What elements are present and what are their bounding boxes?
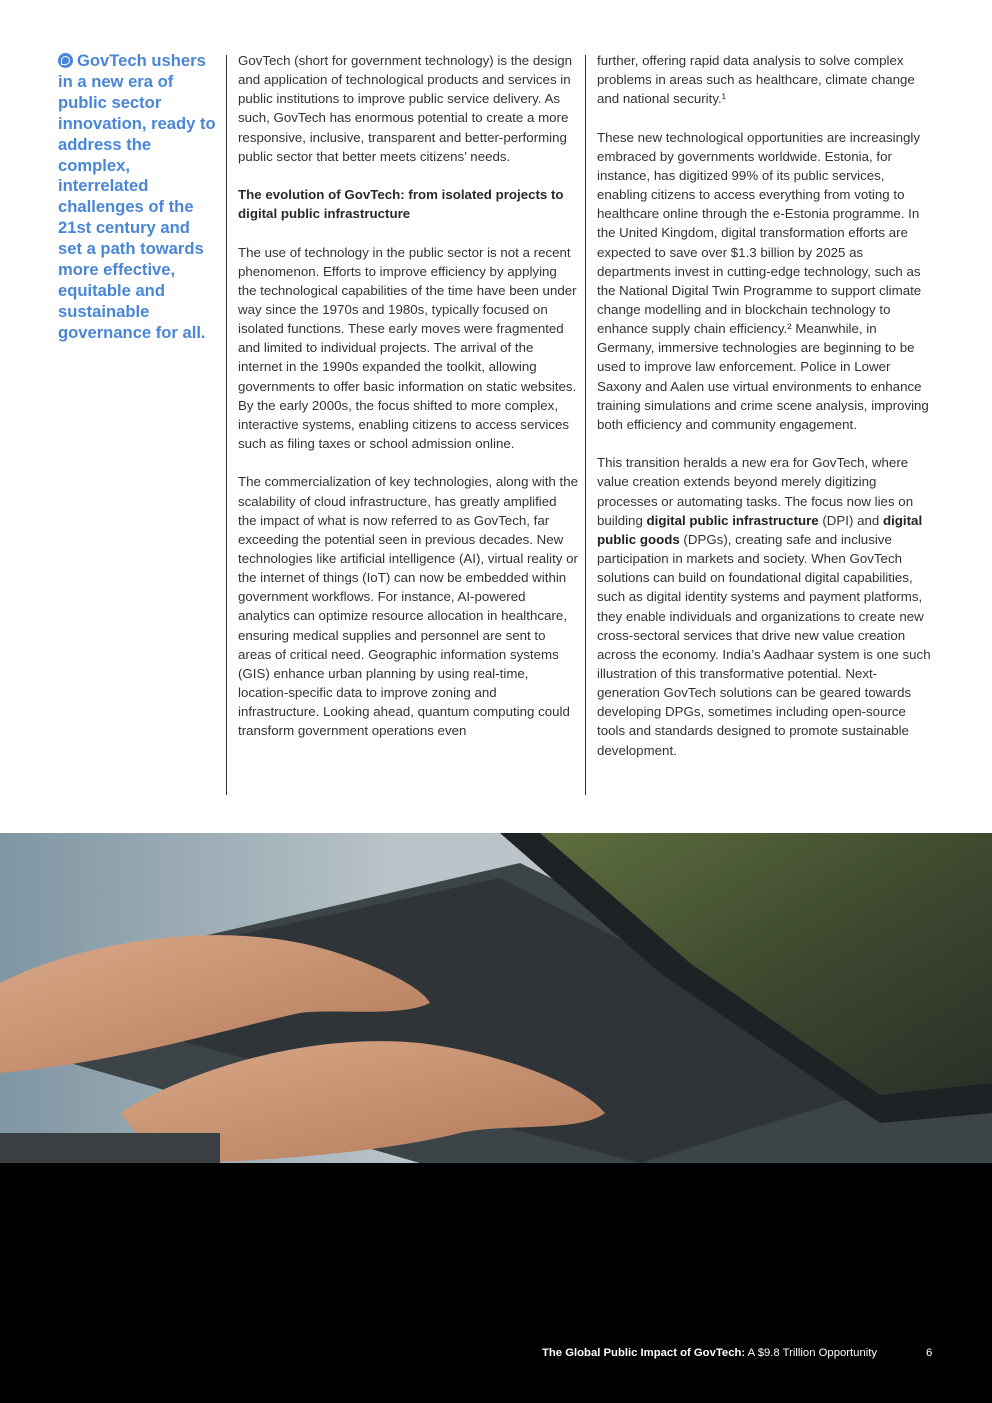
paragraph: The commercialization of key technologies, along with the scalability of cloud infrastructure, has greatly amplified the impact of what is now referred to as GovTech, far exceeding the potential seen in previous decades. New technologies like artificial intelligence (AI), virtual reality or the internet of things (IoT) can now be embedded within government workflows. For instance, AI-powered analytics can optimize resource allocation in healthcare, ensuring medical supplies and personnel are sent to areas of critical need. Geographic information systems (GIS) enhance urban planning by using real-time, location-specific data to improve zoning and infrastructure. Looking ahead, quantum computing could transform government operations even xyxy=(238,474,578,739)
paragraph: further, offering rapid data analysis to solve complex problems in areas such as healthcare, climate change and national security.¹ xyxy=(597,53,915,107)
pull-quote-text: GovTech ushers in a new era of public sector innovation, ready to address the complex, interrelated challenges of the 21st century and set a path towards more effective, equitable and sustainable governance for all. xyxy=(58,51,216,342)
text-column-left xyxy=(238,51,578,760)
column-divider xyxy=(585,55,586,795)
photo-illustration xyxy=(0,833,992,1163)
footer-title-bold: The Global Public Impact of GovTech: xyxy=(542,1347,746,1359)
pull-quote xyxy=(58,51,216,344)
quote-icon xyxy=(58,53,73,68)
paragraph xyxy=(597,453,937,760)
sleeve xyxy=(0,1133,220,1163)
bold-term-dpg: digital public goods xyxy=(597,512,923,547)
footer-band xyxy=(0,1163,992,1403)
bold-term-dpi: digital public infrastructure xyxy=(646,512,819,528)
running-footer xyxy=(542,1347,877,1359)
paragraph: The use of technology in the public sector is not a recent phenomenon. Efforts to improve efficiency by applying the technological capabilities of the time have been under way since the 1970s and 1980s, typically focused on isolated functions. These early moves were fragmented and limited to individual projects. The arrival of the internet in the 1990s expanded the toolkit, allowing governments to offer basic information on static websites. By the early 2000s, the focus shifted to more complex, interactive systems, enabling citizens to access services such as filing taxes or school admission online. xyxy=(238,244,577,452)
text-run: This transition heralds a new era for GovTech, where value creation extends beyond merely digitizing processes or automating tasks. The focus now lies on building xyxy=(597,455,914,528)
section-heading: The evolution of GovTech: from isolated projects to digital public infrastructure xyxy=(238,187,564,222)
column-divider xyxy=(226,55,227,795)
text-run: (DPI) and xyxy=(818,512,883,528)
paragraph: These new technological opportunities are increasingly embraced by governments worldwide. Estonia, for instance, has digitized 99% of its public services, enabling citizens to access everything from voting to healthcare online through the e-Estonia programme. In the United Kingdom, digital transformation efforts are expected to save over $1.3 billion by 2025 as departments invest in cutting-edge technology, such as the National Digital Twin Programme to support climate change modelling and in blockchain technology to enhance supply chain efficiency.² Meanwhile, in Germany, immersive technologies are beginning to be used to improve law enforcement. Police in Lower Saxony and Aalen use virtual environments to enhance training simulations and crime scene analysis, improving both efficiency and community engagement. xyxy=(597,129,929,432)
page-number: 6 xyxy=(926,1347,933,1359)
text-column-right xyxy=(597,51,937,779)
text-run: (DPGs), creating safe and inclusive participation in markets and society. When GovTech solutions can build on foundational digital capabilities, such as digital identity systems and payment platforms, they enable individuals and organizations to create new cross-sectoral services that drive new value creation across the economy. India’s Aadhaar system is one such illustration of this transformative potential. Next-generation GovTech solutions can be geared towards developing DPGs, sometimes including open-source tools and standards designed to promote sustainable development. xyxy=(597,531,931,758)
laptop-typing-photo xyxy=(0,833,992,1163)
paragraph: GovTech (short for government technology) is the design and application of technological products and services in public institutions to improve public service delivery. As such, GovTech has enormous potential to create a more responsive, inclusive, transparent and better-performing public sector that better meets citizens’ needs. xyxy=(238,53,573,164)
footer-title-rest: A $9.8 Trillion Opportunity xyxy=(745,1347,878,1359)
